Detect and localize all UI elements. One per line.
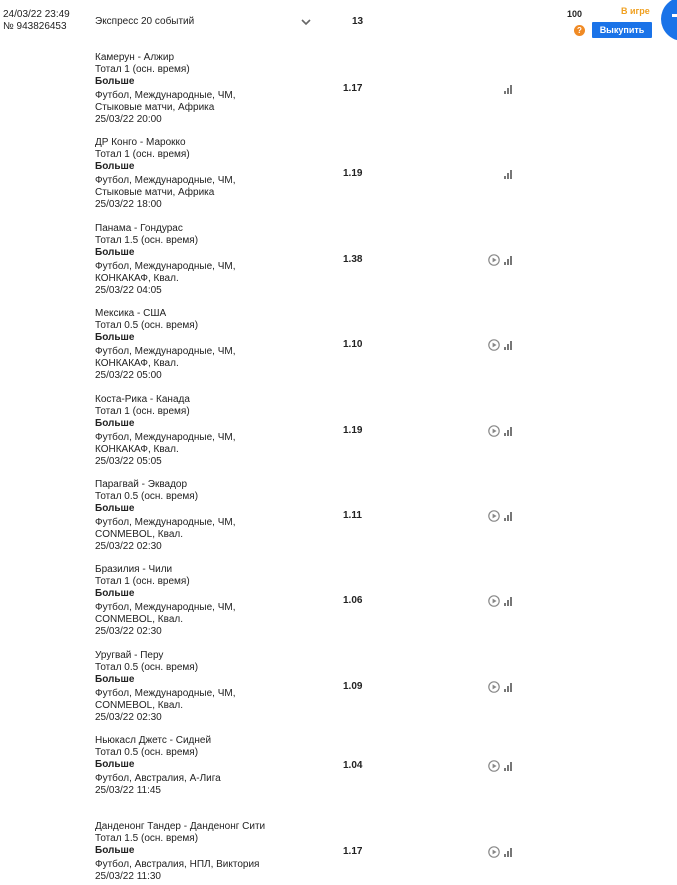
event-details: [95, 650, 235, 724]
event-row: [0, 473, 677, 558]
event-league: Футбол, Австралия, А-Лига: [95, 773, 221, 785]
event-row: [0, 815, 677, 885]
event-icons: [488, 595, 516, 609]
event-datetime: 25/03/22 05:00: [95, 370, 162, 382]
event-market: Тотал 1 (осн. время): [95, 576, 190, 588]
event-market: Тотал 1 (осн. время): [95, 149, 190, 161]
cashout-button[interactable]: Выкупить: [592, 22, 652, 38]
event-odds: 1.17: [343, 83, 363, 94]
play-icon[interactable]: [488, 510, 500, 522]
event-teams: Бразилия - Чили: [95, 564, 173, 576]
event-market: Тотал 0.5 (осн. время): [95, 661, 199, 673]
event-datetime: 25/03/22 04:05: [95, 284, 162, 296]
event-odds: 1.17: [343, 845, 363, 857]
event-teams: Мексика - США: [95, 308, 167, 320]
event-row: [0, 644, 677, 729]
coupon-date: 24/03/22 23:49: [3, 9, 70, 20]
event-row: [0, 302, 677, 387]
event-teams: Парагвай - Эквадор: [95, 478, 188, 490]
play-icon[interactable]: [488, 846, 500, 858]
event-row: [0, 388, 677, 473]
event-league-sub: CONMEBOL, Квал.: [95, 528, 183, 540]
chevron-down-icon[interactable]: [299, 15, 313, 29]
event-selection: Больше: [95, 588, 135, 600]
event-odds: 1.06: [343, 595, 363, 607]
event-details: [95, 52, 235, 126]
event-datetime: 25/03/22 11:30: [95, 870, 161, 882]
event-details: [95, 308, 235, 382]
event-league-sub: CONMEBOL, Квал.: [95, 614, 183, 626]
event-datetime: 25/03/22 18:00: [95, 199, 162, 211]
event-icons: [488, 339, 516, 353]
stats-icon[interactable]: [504, 427, 512, 436]
play-icon[interactable]: [488, 425, 500, 437]
event-selection: Больше: [95, 332, 135, 344]
play-icon[interactable]: [488, 681, 500, 693]
coupon-header: [0, 0, 677, 40]
event-icons: [488, 254, 516, 268]
event-league-sub: CONMEBOL, Квал.: [95, 699, 183, 711]
event-row: [0, 131, 677, 216]
minus-icon: [672, 14, 677, 17]
event-selection: Больше: [95, 246, 135, 258]
event-details: [95, 479, 235, 553]
action-button[interactable]: [661, 0, 677, 41]
event-odds: 1.04: [343, 760, 363, 772]
stats-icon[interactable]: [504, 683, 512, 692]
event-datetime: 25/03/22 20:00: [95, 114, 162, 125]
coupon-date-block: [3, 9, 70, 33]
play-icon[interactable]: [488, 760, 500, 772]
event-teams: Панама - Гондурас: [95, 222, 183, 234]
event-teams: Данденонг Тандер - Данденонг Сити: [95, 820, 266, 832]
event-teams: ДР Конго - Марокко: [95, 137, 186, 149]
event-details: [95, 137, 235, 211]
event-selection: Больше: [95, 502, 135, 514]
event-league: Футбол, Международные, ЧМ,: [95, 431, 236, 443]
event-market: Тотал 0.5 (осн. время): [95, 490, 199, 502]
event-datetime: 25/03/22 02:30: [95, 626, 162, 638]
event-league: Футбол, Австралия, НПЛ, Виктория: [95, 858, 260, 870]
stats-icon[interactable]: [504, 341, 512, 350]
event-selection: Больше: [95, 844, 135, 856]
play-icon[interactable]: [488, 339, 500, 351]
event-icons: [488, 846, 516, 860]
event-market: Тотал 1 (осн. время): [95, 64, 190, 75]
event-league: Футбол, Международные, ЧМ,: [95, 90, 236, 101]
event-league: Футбол, Международные, ЧМ,: [95, 346, 236, 358]
event-league-sub: КОНКАКАФ, Квал.: [95, 272, 179, 284]
event-selection: Больше: [95, 76, 135, 87]
event-teams: Ньюкасл Джетс - Сидней: [95, 735, 212, 747]
help-icon[interactable]: ?: [574, 25, 585, 36]
event-league-sub: Стыковые матчи, Африка: [95, 102, 215, 113]
events-count: 13: [352, 16, 364, 27]
stats-icon[interactable]: [504, 256, 512, 265]
event-league: Футбол, Международные, ЧМ,: [95, 516, 236, 528]
coupon-number: № 943826453: [3, 21, 67, 32]
event-icons: [488, 760, 516, 774]
event-details: [95, 821, 265, 883]
event-league: Футбол, Международные, ЧМ,: [95, 260, 236, 272]
event-selection: Больше: [95, 161, 135, 173]
event-league: Футбол, Международные, ЧМ,: [95, 687, 236, 699]
stats-icon[interactable]: [504, 597, 512, 606]
event-odds: 1.19: [343, 168, 363, 180]
event-teams: Камерун - Алжир: [95, 52, 175, 63]
event-icons: [488, 425, 516, 439]
event-market: Тотал 1 (осн. время): [95, 405, 190, 417]
stats-icon[interactable]: [504, 85, 512, 94]
event-odds: 1.11: [343, 509, 362, 521]
stake-amount: 100: [567, 9, 583, 19]
event-row: [0, 729, 677, 814]
event-odds: 1.19: [343, 424, 363, 436]
coupon-title: Экспресс 20 событий: [95, 16, 195, 27]
play-icon[interactable]: [488, 595, 500, 607]
event-icons: [488, 168, 516, 182]
event-teams: Уругвай - Перу: [95, 649, 164, 661]
event-market: Тотал 1.5 (осн. время): [95, 234, 199, 246]
event-icons: [488, 510, 516, 524]
event-details: [95, 564, 235, 638]
event-details: [95, 223, 235, 297]
event-details: [95, 735, 221, 797]
event-teams: Коста-Рика - Канада: [95, 393, 190, 405]
event-details: [95, 394, 235, 468]
event-selection: Больше: [95, 759, 135, 771]
event-datetime: 25/03/22 02:30: [95, 711, 162, 723]
event-market: Тотал 0.5 (осн. время): [95, 320, 199, 332]
event-datetime: 25/03/22 11:45: [95, 785, 161, 797]
event-odds: 1.09: [343, 680, 363, 692]
events-list: [0, 46, 677, 885]
status-badge: В игре: [621, 6, 650, 16]
play-icon[interactable]: [488, 254, 500, 266]
event-market: Тотал 1.5 (осн. время): [95, 832, 199, 844]
event-league-sub: КОНКАКАФ, Квал.: [95, 443, 179, 455]
event-datetime: 25/03/22 02:30: [95, 540, 162, 552]
event-icons: [488, 681, 516, 695]
event-row: [0, 46, 677, 131]
event-league-sub: Стыковые матчи, Африка: [95, 187, 215, 199]
event-league-sub: КОНКАКАФ, Квал.: [95, 358, 179, 370]
event-icons: [488, 83, 516, 97]
event-league: Футбол, Международные, ЧМ,: [95, 175, 236, 187]
event-row: [0, 558, 677, 643]
stats-icon[interactable]: [504, 762, 512, 771]
event-league: Футбол, Международные, ЧМ,: [95, 602, 236, 614]
stats-icon[interactable]: [504, 848, 512, 857]
event-market: Тотал 0.5 (осн. время): [95, 747, 199, 759]
event-odds: 1.38: [343, 253, 363, 265]
stats-icon[interactable]: [504, 512, 512, 521]
event-selection: Больше: [95, 417, 135, 429]
stats-icon[interactable]: [504, 170, 512, 179]
event-datetime: 25/03/22 05:05: [95, 455, 162, 467]
event-odds: 1.10: [343, 339, 363, 351]
event-selection: Больше: [95, 673, 135, 685]
event-row: [0, 217, 677, 302]
